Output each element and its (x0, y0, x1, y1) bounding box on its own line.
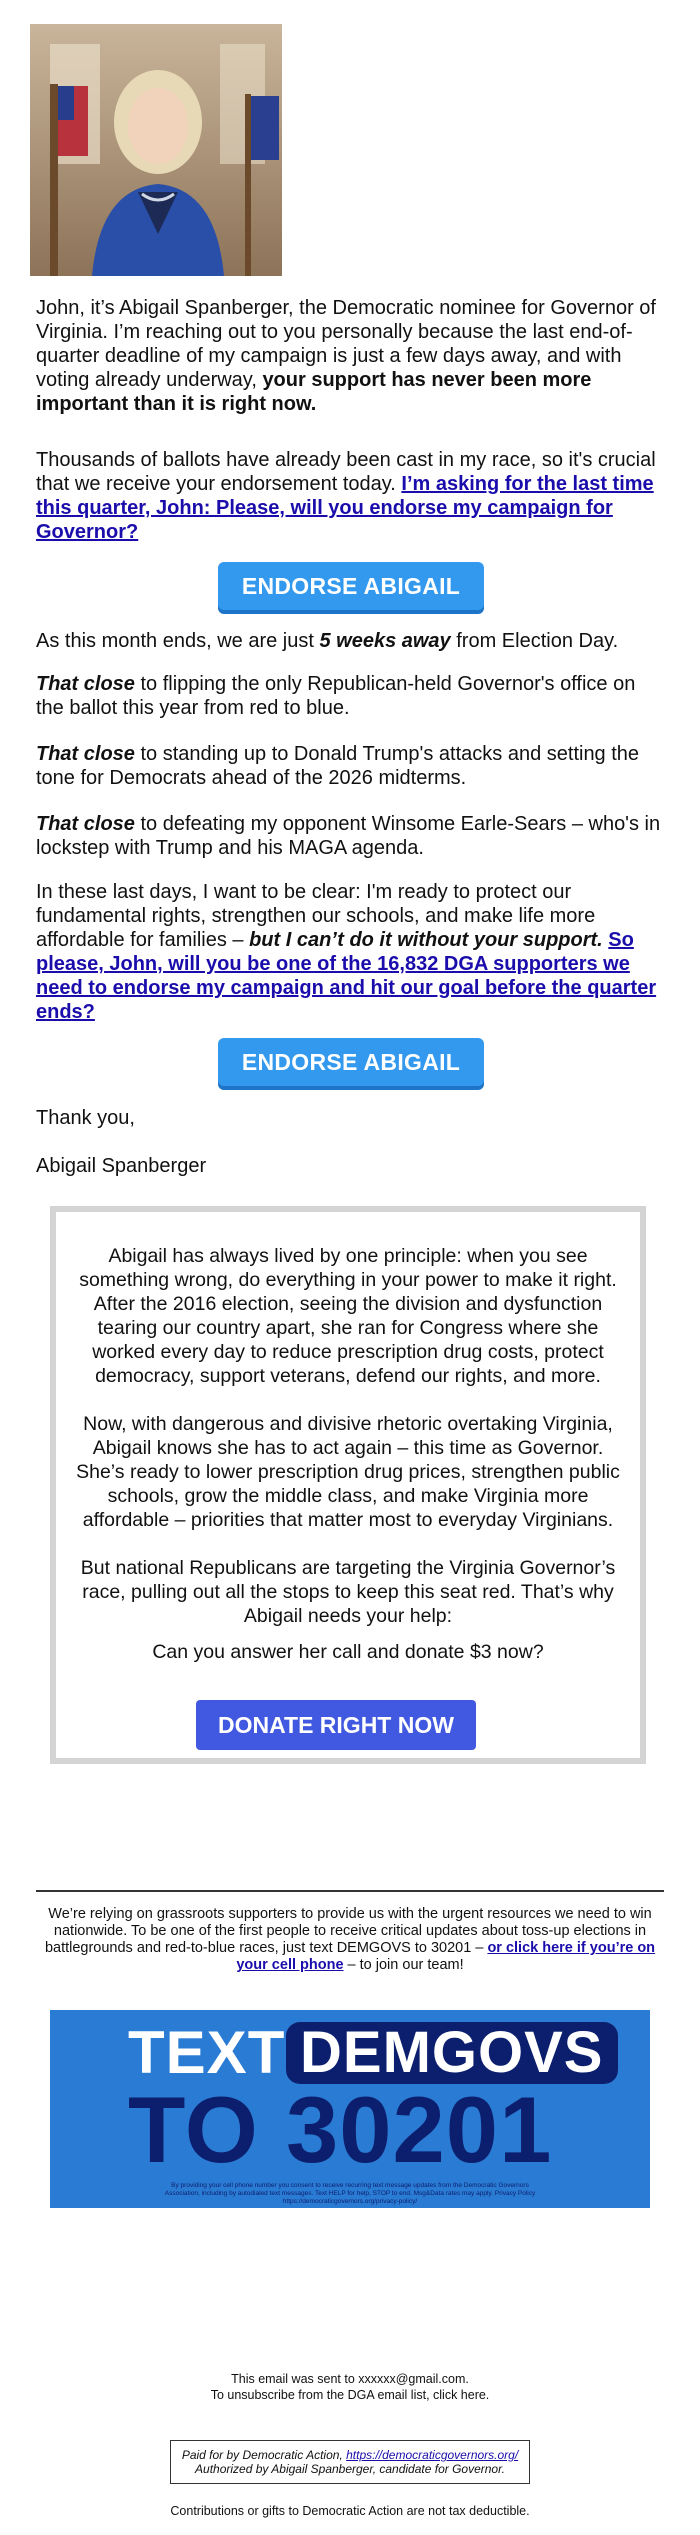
unsubscribe-notice[interactable]: To unsubscribe from the DGA email list, click here. (210, 2388, 490, 2402)
signoff-thanks: Thank you, (36, 1107, 135, 1129)
ballots-text: Thousands of ballots have already been cast in my race, so it's crucial that we receive your endorsement today. (36, 449, 656, 495)
signoff-name: Abigail Spanberger (36, 1155, 207, 1177)
countdown-paragraph (36, 629, 664, 653)
countdown-lead: As this month ends, we are just (36, 630, 320, 652)
candidate-photo (30, 24, 282, 276)
endorse-button-top[interactable]: ENDORSE ABIGAIL (218, 562, 484, 610)
bio-paragraph-4: Can you answer her call and donate $3 now? (152, 1641, 544, 1663)
close-item-2-emphasis: That close (36, 743, 135, 765)
banner-keyword: DEMGOVS (286, 2022, 618, 2084)
footer-divider (36, 1890, 664, 1892)
intro-emphasis: your support has never been more important than it is right now. (36, 369, 592, 415)
endorse-ask-link[interactable]: I’m asking for the last time this quarter, John: Please, will you endorse my campaign for Governor? (36, 473, 654, 543)
close-item-3 (36, 812, 664, 860)
tax-notice: Contributions or gifts to Democratic Action are not tax deductible. (170, 2504, 530, 2518)
paid-for-box (170, 2440, 530, 2484)
close-item-2-text: to standing up to Donald Trump's attacks and setting the tone for Democrats ahead of the 2026 midterms. (36, 743, 640, 789)
banner-shortcode: TO 30201 (128, 2077, 553, 2182)
close-item-1-text: to flipping the only Republican-held Governor's office on the ballot this year from red to blue. (36, 673, 636, 719)
close-item-3-text: to defeating my opponent Winsome Earle-Sears – who's in lockstep with Trump and his MAGA agenda. (36, 813, 661, 859)
final-appeal-text: In these last days, I want to be clear: I'm ready to protect our fundamental rights, strengthen our schools, and make life more affordable for families – (36, 881, 596, 951)
supporters-goal-link[interactable]: So please, John, will you be one of the 16,832 DGA supporters we need to endorse my campaign and hit our goal before the quarter ends? (36, 929, 657, 1023)
text-demgovs-banner[interactable] (50, 2010, 650, 2208)
close-item-3-emphasis: That close (36, 813, 135, 835)
banner-disclaimer: By providing your cell phone number you consent to receive recurring text message updates from the Democratic Governors Association, including by autodialed text messages. Text HELP for help, STOP to end. Msg&Data rates may apply. Privacy Policy https://democraticgovernors.org/privacy-policy/ (164, 2182, 536, 2205)
close-item-1-emphasis: That close (36, 673, 135, 695)
endorse-button-bottom[interactable]: ENDORSE ABIGAIL (218, 1038, 484, 1086)
final-appeal-emphasis: but I can’t do it without your support. (249, 929, 603, 951)
bio-box (50, 1206, 646, 1764)
banner-text-word: TEXT (128, 2019, 286, 2086)
final-appeal-paragraph (36, 880, 664, 1024)
authorized-line: Authorized by Abigail Spanberger, candidate for Governor. (195, 2462, 505, 2476)
cell-phone-link[interactable]: or click here if you’re on your cell phone (236, 1940, 656, 1973)
ballots-paragraph (36, 448, 664, 544)
bio-paragraph-1: Abigail has always lived by one principle: when you see something wrong, do everything in your power to make it right. After the 2016 election, seeing the division and dysfunction tearing our country apart, she ran for Congress where she worked every day to reduce prescription drug costs, protect democracy, support veterans, defend our rights, and more. (79, 1245, 617, 1387)
intro-paragraph (36, 296, 664, 416)
intro-text: John, it’s Abigail Spanberger, the Democratic nominee for Governor of Virginia. I’m reaching out to you personally because the last end-of-quarter deadline of my campaign is just a few days away, and with voting already underway, (36, 297, 656, 391)
close-item-1 (36, 672, 664, 720)
countdown-tail: from Election Day. (450, 630, 619, 652)
close-item-2 (36, 742, 664, 790)
bio-paragraph-2: Now, with dangerous and divisive rhetoric overtaking Virginia, Abigail knows she has to act again – this time as Governor. She’s ready to lower prescription drug prices, strengthen public schools, grow the middle class, and make Virginia more affordable – priorities that matter most to everyday Virginians. (76, 1413, 620, 1531)
dga-website-link[interactable]: https://democraticgovernors.org/ (346, 2448, 519, 2462)
paid-by-line (171, 2448, 529, 2462)
bio-paragraph-3: But national Republicans are targeting the Virginia Governor’s race, pulling out all the stops to keep this seat red. That’s why Abigail needs your help: (80, 1557, 616, 1627)
paid-by-text: Paid for by Democratic Action, (181, 2448, 347, 2462)
sent-to-notice: This email was sent to xxxxxx@gmail.com. (231, 2372, 469, 2386)
grassroots-text: We’re relying on grassroots supporters to provide us with the urgent resources we need to win nationwide. To be one of the first people to receive critical updates about toss-up elections in battlegrounds and red-to-blue races, just text DEMGOVS to 30201 – (44, 1906, 652, 1956)
grassroots-paragraph (36, 1906, 664, 1974)
grassroots-tail: – to join our team! (343, 1957, 464, 1973)
donate-button[interactable]: DONATE RIGHT NOW (196, 1700, 476, 1750)
countdown-emphasis: 5 weeks away (319, 630, 451, 652)
